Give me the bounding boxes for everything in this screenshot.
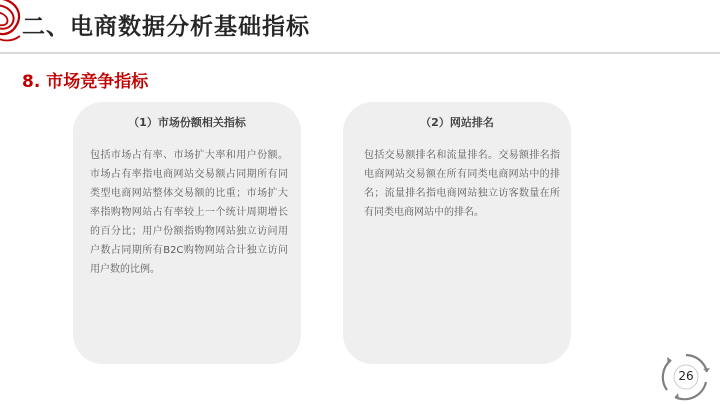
market-share-card (73, 102, 301, 364)
header-divider (0, 52, 720, 54)
page-number: 26 (678, 369, 694, 383)
page-title: 二、电商数据分析基础指标 (22, 14, 310, 40)
website-ranking-card (343, 102, 571, 364)
card-title: （2）网站排名 (420, 116, 494, 129)
card-body: 包括市场占有率、市场扩大率和用户份额。市场占有率指电商网站交易额占同期所有同类型电商网站整体交易额的比重；市场扩大率指购物网站占有率较上一个统计周期增长的百分比；用户份额指购物网站独立访问用户数占同期所有B2C购物网站合计独立访问用户数的比例。 (90, 150, 288, 275)
card-body: 包括交易额排名和流量排名。交易额排名指电商网站交易额在所有同类电商网站中的排名；流量排名指电商网站独立访客数量在所有同类电商网站中的排名。 (364, 150, 560, 218)
card-title: （1）市场份额相关指标 (128, 116, 246, 129)
section-title: 8. 市场竞争指标 (22, 72, 149, 92)
